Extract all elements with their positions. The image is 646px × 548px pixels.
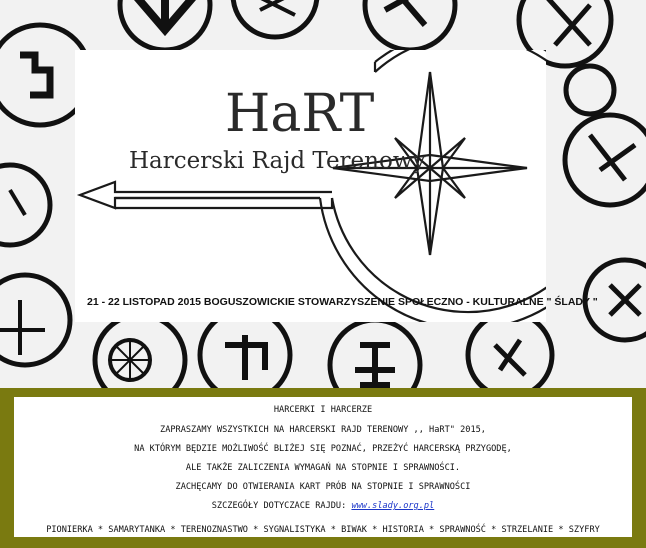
invitation-details (14, 501, 632, 511)
invitation-line-3: ALE TAKŻE ZALICZENIA WYMAGAŃ NA STOPNIE I SPRAWNOŚCI. (185, 463, 461, 473)
invitation-line-1: ZAPRASZAMY WSZYSTKICH NA HARCERSKI RAJD TERENOWY ,, HaRT" 2015, (160, 425, 486, 435)
poster-date-organizer: 21 - 22 LISTOPAD 2015 BOGUSZOWICKIE STOWARZYSZENIE SPOŁECZNO - KULTURALNE " ŚLADY " (87, 296, 598, 308)
invitation-line-2: NA KTÓRYM BĘDZIE MOŻLIWOŚĆ BLIŻEJ SIĘ POZNAĆ, PRZEŻYĆ HARCERSKĄ PRZYGODĘ, (134, 444, 512, 454)
details-label: SZCZEGÓŁY DOTYCZACE RAJDU: (211, 501, 352, 511)
rally-poster (75, 50, 598, 322)
invitation-greeting: HARCERKI I HARCERZE (273, 405, 373, 415)
poster-subtitle: Harcerski Rajd Terenowy (129, 148, 426, 174)
invitation-categories: PIONIERKA * SAMARYTANKA * TERENOZNASTWO * SYGNALISTYKA * BIWAK * HISTORIA * SPRAWNOŚĆ * STRZELANIE * SZYFRY (46, 525, 600, 535)
poster-title: HaRT (225, 84, 375, 144)
invitation-line-4: ZACHĘCAMY DO OTWIERANIA KART PRÓB NA STOPNIE I SPRAWNOŚCI (175, 482, 471, 492)
invitation-panel (14, 397, 632, 537)
rally-website-link[interactable]: www.slady.org.pl (351, 501, 435, 511)
